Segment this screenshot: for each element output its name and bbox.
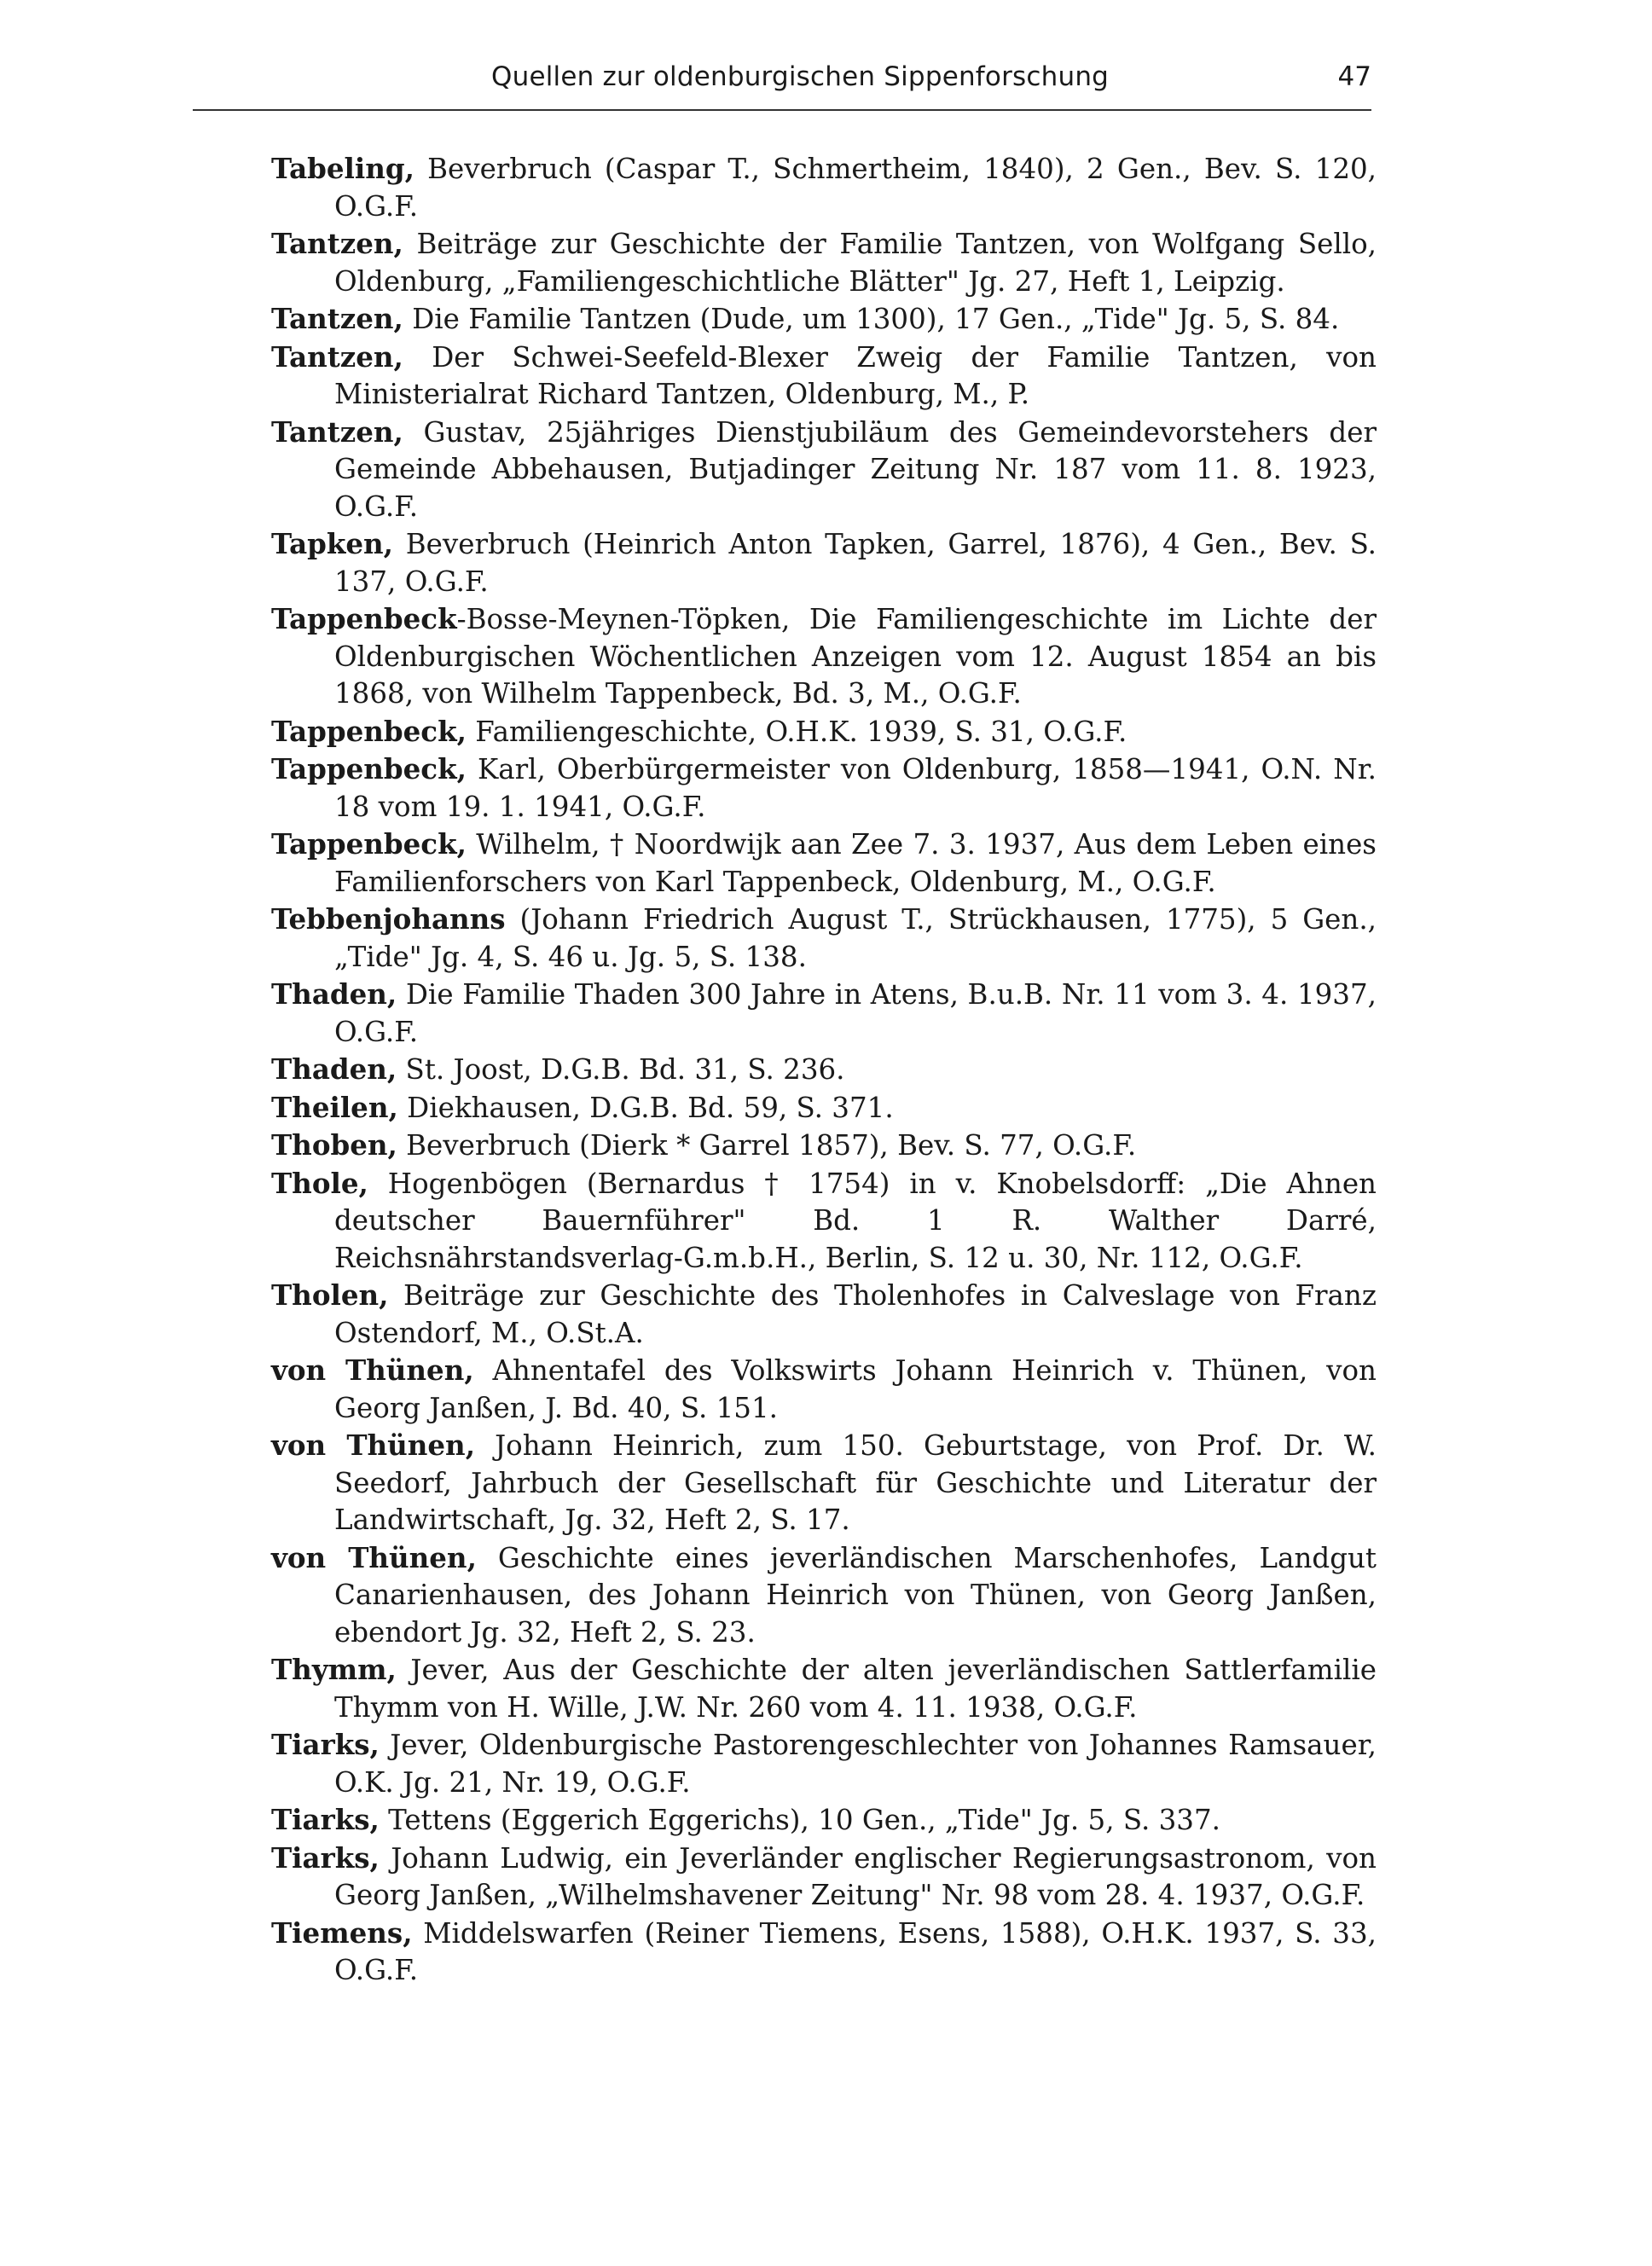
entry: [271, 976, 1377, 1051]
page-header: [271, 61, 1371, 107]
entry-name: Tappenbeck,: [271, 714, 467, 748]
entry-name: Tiarks,: [271, 1840, 380, 1875]
entry: [271, 826, 1377, 901]
entry-name: Tappenbeck: [271, 602, 457, 635]
entry-name: Thymm,: [271, 1653, 397, 1686]
entry-name: Tabeling,: [271, 152, 414, 185]
entry-text: Tettens (Eggerich Eggerichs), 10 Gen., „Tide" Jg. 5, S. 337.: [379, 1804, 1220, 1836]
header-rule: [193, 109, 1371, 111]
entry-text: Jever, Aus der Geschichte der alten jeverländischen Sattlerfamilie Thymm von H. Wille, J.W. Nr. 260 vom 4. 11. 1938, O.G.F.: [334, 1654, 1377, 1724]
entry: [271, 150, 1377, 225]
entry: [271, 1427, 1377, 1539]
running-title: Quellen zur oldenburgischen Sippenforschung: [491, 61, 1110, 92]
entry-name: Theilen,: [271, 1090, 398, 1124]
entry-text: Beverbruch (Heinrich Anton Tapken, Garrel, 1876), 4 Gen., Bev. S. 137, O.G.F.: [334, 528, 1377, 598]
entry-name: Thaden,: [271, 977, 397, 1011]
entry-text: Jever, Oldenburgische Pastorengeschlechter von Johannes Ramsauer, O.K. Jg. 21, Nr. 19, O.G.F.: [334, 1729, 1377, 1799]
entry-text: Middelswarfen (Reiner Tiemens, Esens, 1588), O.H.K. 1937, S. 33, O.G.F.: [334, 1916, 1377, 1986]
entry-name: Tiemens,: [271, 1915, 413, 1950]
entry: [271, 713, 1377, 751]
entry-name: Tiarks,: [271, 1803, 380, 1836]
entry-name: Tholen,: [271, 1278, 389, 1312]
entry-name: Thole,: [271, 1166, 368, 1200]
entry-name: Tantzen,: [271, 302, 403, 335]
entry-name: Thünen,: [348, 1540, 477, 1574]
entry: [271, 1127, 1377, 1165]
entry: [271, 901, 1377, 976]
entry-name: Tebbenjohanns: [271, 902, 506, 936]
entry-name: Tiarks,: [271, 1728, 380, 1761]
entry-name: Thaden,: [271, 1052, 397, 1086]
entry: [271, 339, 1377, 414]
entry-prefix: von: [271, 1353, 345, 1387]
entry-name: Thünen,: [345, 1353, 474, 1387]
entry: [271, 1651, 1377, 1726]
entry-text: Johann Heinrich, zum 150. Geburtstage, von Prof. Dr. W. Seedorf, Jahrbuch der Gesellschaft für Geschichte und Literatur der Landwirtschaft, Jg. 32, Heft 2, S. 17.: [334, 1429, 1377, 1536]
entry: [271, 1801, 1377, 1840]
entry-text: Johann Ludwig, ein Jeverländer englischer Regierungsastronom, von Georg Janßen, „Wilhelmshavener Zeitung" Nr. 98 vom 28. 4. 1937, O.G.F.: [334, 1841, 1377, 1911]
entry-text: Die Familie Thaden 300 Jahre in Atens, B.u.B. Nr. 11 vom 3. 4. 1937, O.G.F.: [334, 978, 1377, 1048]
entry-text: Hogenbögen (Bernardus † 1754) in v. Knobelsdorff: „Die Ahnen deutscher Bauernführer" Bd. 1 R. Walther Darré, Reichsnährstandsverlag-G.m.b.H., Berlin, S. 12 u. 30, Nr. 112, O.G.F.: [334, 1167, 1377, 1274]
entry-prefix: von: [271, 1540, 349, 1574]
entry-text: Beiträge zur Geschichte des Tholenhofes in Calveslage von Franz Ostendorf, M., O.St.A.: [334, 1279, 1377, 1349]
entry: [271, 1539, 1377, 1652]
entry-name: Tapken,: [271, 527, 393, 560]
entry-text: (Johann Friedrich August T., Strückhausen, 1775), 5 Gen., „Tide" Jg. 4, S. 46 u. Jg. 5, S. 138.: [334, 903, 1377, 973]
bibliography-list: [271, 150, 1377, 1990]
entry: [271, 1726, 1377, 1801]
entry-text: Beverbruch (Caspar T., Schmertheim, 1840), 2 Gen., Bev. S. 120, O.G.F.: [334, 153, 1377, 223]
entry: [271, 1165, 1377, 1278]
entry-text: Beverbruch (Dierk * Garrel 1857), Bev. S. 77, O.G.F.: [397, 1129, 1137, 1162]
entry: [271, 1840, 1377, 1915]
entry: [271, 1277, 1377, 1352]
entry-name: Tantzen,: [271, 227, 403, 260]
entry: [271, 300, 1377, 339]
entry: [271, 525, 1377, 600]
entry-text: Diekhausen, D.G.B. Bd. 59, S. 371.: [397, 1091, 894, 1124]
entry: [271, 1051, 1377, 1089]
entry: [271, 600, 1377, 713]
entry-text: Gustav, 25jähriges Dienstjubiläum des Gemeindevorstehers der Gemeinde Abbehausen, Butjadinger Zeitung Nr. 187 vom 11. 8. 1923, O.G.F.: [334, 415, 1377, 523]
entry: [271, 225, 1377, 300]
entry-text: Ahnentafel des Volkswirts Johann Heinrich v. Thünen, von Georg Janßen, J. Bd. 40, S. 151.: [334, 1354, 1377, 1424]
page-number: 47: [1337, 61, 1371, 92]
entry-name: Thünen,: [346, 1429, 476, 1462]
entry-name: Tantzen,: [271, 414, 403, 449]
entry: [271, 751, 1377, 826]
entry-text: Beiträge zur Geschichte der Familie Tantzen, von Wolfgang Sello, Oldenburg, „Familiengeschichtliche Blätter" Jg. 27, Heft 1, Leipzig.: [334, 228, 1377, 298]
entry-name: Tappenbeck,: [271, 827, 467, 861]
entry-text: -Bosse-Meynen-Töpken, Die Familiengeschichte im Lichte der Oldenburgischen Wöchentlichen Anzeigen vom 12. August 1854 an bis 1868, von Wilhelm Tappenbeck, Bd. 3, M., O.G.F.: [334, 603, 1377, 710]
entry-prefix: von: [271, 1429, 347, 1462]
entry-text: Familiengeschichte, O.H.K. 1939, S. 31, O.G.F.: [466, 715, 1127, 748]
entry: [271, 414, 1377, 526]
entry-text: St. Joost, D.G.B. Bd. 31, S. 236.: [397, 1053, 845, 1086]
entry-text: Geschichte eines jeverländischen Marschenhofes, Landgut Canarienhausen, des Johann Heinrich von Thünen, von Georg Janßen, ebendort Jg. 32, Heft 2, S. 23.: [334, 1541, 1377, 1649]
entry-text: Die Familie Tantzen (Dude, um 1300), 17 Gen., „Tide" Jg. 5, S. 84.: [403, 303, 1340, 335]
entry: [271, 1089, 1377, 1127]
entry-name: Thoben,: [271, 1128, 397, 1162]
entry-name: Tantzen,: [271, 339, 403, 374]
entry-text: Wilhelm, † Noordwijk aan Zee 7. 3. 1937, Aus dem Leben eines Familienforschers von Karl Tappenbeck, Oldenburg, M., O.G.F.: [334, 828, 1377, 898]
entry-text: Karl, Oberbürgermeister von Oldenburg, 1858—1941, O.N. Nr. 18 vom 19. 1. 1941, O.G.F.: [334, 753, 1377, 823]
entry-name: Tappenbeck,: [271, 752, 467, 785]
entry: [271, 1915, 1377, 1990]
entry: [271, 1352, 1377, 1427]
entry-text: Der Schwei-Seefeld-Blexer Zweig der Familie Tantzen, von Ministerialrat Richard Tantzen, Oldenburg, M., P.: [334, 340, 1377, 410]
